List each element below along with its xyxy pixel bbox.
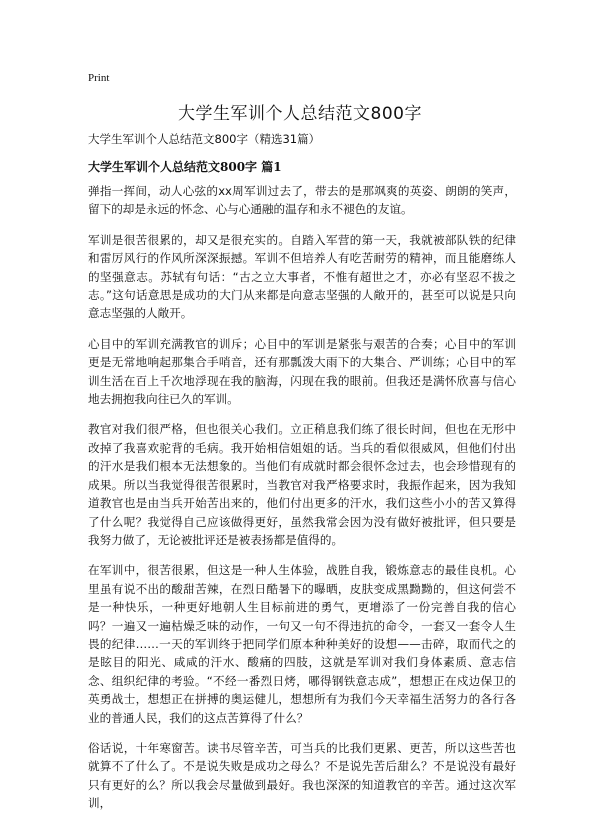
document-subtitle: 大学生军训个人总结范文800字（精选31篇） bbox=[88, 132, 321, 146]
paragraph: 俗话说，十年寒窗苦。读书尽管辛苦，可当兵的比我们更累、更苦，所以这些苦也就算不了什么了。不是说失败是成功之母么？不是说先苦后甜么？不是说没有最好只有更好的么？所以我会尽量做到最好。我也深深的知道教官的辛苦。通过这次军训， bbox=[88, 740, 516, 811]
section-heading: 大学生军训个人总结范文800字 篇1 bbox=[88, 160, 282, 174]
paragraph: 在军训中，很苦很累，但这是一种人生体验，战胜自我，锻炼意志的最佳良机。心里虽有说不出的酸甜苦辣，在烈日酷暑下的曝晒，皮肤变成黑黝黝的，但这何尝不是一种快乐，一种更好地朝人生目标前进的勇气，更增添了一份完善自我的信心吗？一遍又一遍枯燥乏味的动作，一句又一句不得违抗的命令，一套又一套令人生畏的纪律……一天的军训终于把同学们原本种种美好的设想——击碎，取而代之的是眩目的阳光、咸咸的汗水、酸痛的四肢，这就是军训对我们身体素质、意志信念、组织纪律的考验。“不经一番烈日烤，哪得钢铁意志成”，想想正在戍边保卫的英勇战士，想想正在拼搏的奥运健儿，想想所有为我们今天幸福生活努力的各行各业的普通人民，我们的这点苦算得了什么？ bbox=[88, 563, 516, 725]
paragraph: 心目中的军训充满教官的训斥；心目中的军训是紧张与艰苦的合奏；心目中的军训更是无常地响起那集合手哨音，还有那瓢泼大雨下的大集合、严训练；心目中的军训生活在百上千次地浮现在我的脑海，闪现在我的眼前。但我还是满怀欣喜与信心地去拥抱我向往已久的军训。 bbox=[88, 336, 516, 407]
document-title: 大学生军训个人总结范文800字 bbox=[178, 104, 422, 124]
print-label: Print bbox=[88, 72, 110, 84]
paragraph: 弹指一挥间，动人心弦的xx周军训过去了，带去的是那飒爽的英姿、朗朗的笑声，留下的却是永远的怀念、心与心通融的温存和永不褪色的友谊。 bbox=[88, 184, 516, 217]
paragraph: 教官对我们很严格，但也很关心我们。立正稍息我们练了很长时间，但也在无形中改掉了我喜欢驼背的毛病。我开始相信姐姐的话。当兵的看似很威风，但他们付出的汗水是我们根本无法想象的。当他们有成就时都会很怀念过去，也会珍惜现有的成果。所以当我觉得很苦很累时，当教官对我严格要求时，我振作起来，因为我知道教官也是由当兵开始苦出来的，他们付出更多的汗水，我们这些小小的苦又算得了什么呢？我觉得自己应该做得更好，虽然我常会因为没有做好被批评，但只要是我努力做了，无论被批评还是被表扬都是值得的。 bbox=[88, 422, 516, 547]
paragraph: 军训是很苦很累的，却又是很充实的。自踏入军营的第一天，我就被部队铁的纪律和雷厉风行的作风所深深振撼。军训不但培养人有吃苦耐劳的精神，而且能磨练人的坚强意志。苏轼有句话：“古之立大事者，不惟有超世之才，亦必有坚忍不拔之志。”这句话意思是成功的大门从来都是向意志坚强的人敞开的，甚至可以说是只向意志坚强的人敞开。 bbox=[88, 232, 516, 321]
body-text bbox=[88, 182, 516, 825]
